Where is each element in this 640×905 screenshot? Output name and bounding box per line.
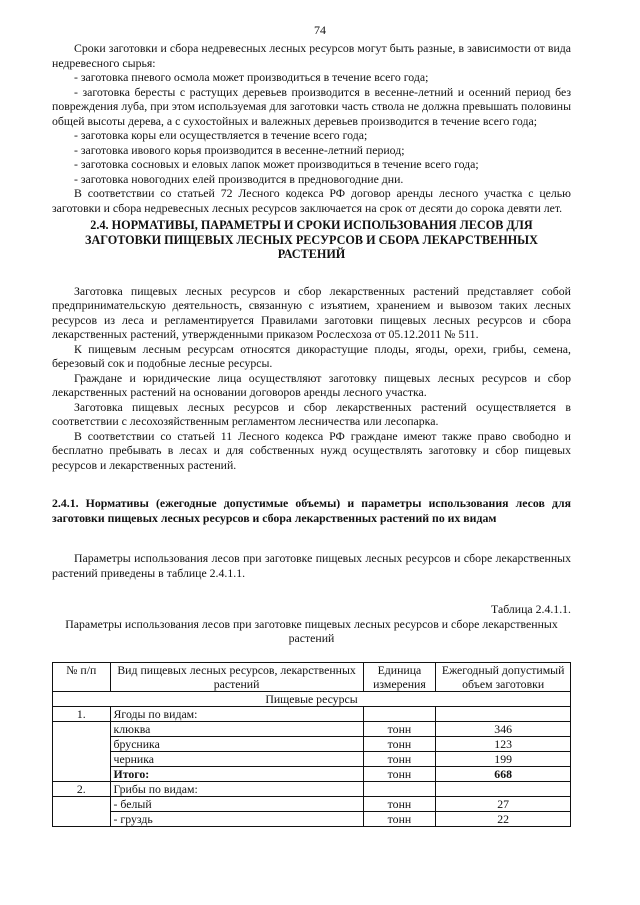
header-unit: Единица измерения bbox=[363, 662, 436, 691]
section-paragraph: Заготовка пищевых лесных ресурсов и сбор лекарственных растений осуществляется в соответствии с лесохозяйственным регламентом лесничества или лесопарка. bbox=[52, 399, 571, 428]
row-value: 123 bbox=[436, 736, 571, 751]
table-row bbox=[53, 706, 571, 721]
section-row-label: Пищевые ресурсы bbox=[53, 691, 571, 706]
header-num: № п/п bbox=[53, 662, 111, 691]
row-group-title: Ягоды по видам: bbox=[110, 706, 363, 721]
table-total-row bbox=[53, 766, 571, 781]
row-unit: тонн bbox=[363, 811, 436, 826]
row-value: 22 bbox=[436, 811, 571, 826]
header-kind: Вид пищевых лесных ресурсов, лекарственных растений bbox=[110, 662, 363, 691]
table-row bbox=[53, 796, 571, 811]
section-paragraph: Заготовка пищевых лесных ресурсов и сбор лекарственных растений представляет собой предпринимательскую деятельность, связанную с изъятием, хранением и вывозом таких лесных ресурсов из леса и регламентируется Правилами заготовки пищевых лесных ресурсов и сбора лекарственных растений, утвержденными приказом Рослесхоза от 05.12.2011 № 511. bbox=[52, 283, 571, 341]
section-paragraph: К пищевым лесным ресурсам относятся дикорастущие плоды, ягоды, орехи, грибы, семена, березовый сок и подобные лесные ресурсы. bbox=[52, 341, 571, 370]
table-row bbox=[53, 811, 571, 826]
resources-table bbox=[52, 662, 571, 827]
intro-list-item: - заготовка бересты с растущих деревьев производится в весенне-летний и осенний период без повреждения луба, при этом используемая для заготовки часть ствола не должна превышать половины общей высоты дерева, а с сухостойных и валежных деревьев производится в течение всего года; bbox=[52, 84, 571, 128]
row-num: 1. bbox=[53, 706, 111, 721]
subsection-heading: 2.4.1. Нормативы (ежегодные допустимые объемы) и параметры использования лесов для заготовки пищевых лесных ресурсов и сбора лекарственных растений по их видам bbox=[52, 496, 571, 525]
row-unit: тонн bbox=[363, 796, 436, 811]
row-name: черника bbox=[110, 751, 363, 766]
intro-list-item: - заготовка коры ели осуществляется в течение всего года; bbox=[74, 128, 368, 142]
table-number: Таблица 2.4.1.1. bbox=[491, 602, 571, 616]
intro-list-item: - заготовка пневого осмола может производиться в течение всего года; bbox=[74, 70, 429, 84]
row-value: 27 bbox=[436, 796, 571, 811]
header-volume: Ежегодный допустимый объем заготовки bbox=[436, 662, 571, 691]
section-paragraph: Граждане и юридические лица осуществляют заготовку пищевых лесных ресурсов и сбор лекарственных растений на основании договоров аренды лесного участка. bbox=[52, 370, 571, 399]
row-value: 346 bbox=[436, 721, 571, 736]
row-name: - груздь bbox=[110, 811, 363, 826]
table-row bbox=[53, 751, 571, 766]
total-name: Итого: bbox=[110, 766, 363, 781]
page-number: 74 bbox=[314, 23, 326, 37]
intro-closing-paragraph: В соответствии со статьей 72 Лесного кодекса РФ договор аренды лесного участка с целью заготовки и сбора недревесных лесных ресурсов заключается на срок от десяти до сорока девяти лет. bbox=[52, 186, 571, 215]
table-header-row bbox=[53, 662, 571, 691]
row-group-title: Грибы по видам: bbox=[110, 781, 363, 796]
total-unit: тонн bbox=[363, 766, 436, 781]
section-paragraph: В соответствии со статьей 11 Лесного кодекса РФ граждане имеют также право свободно и бесплатно пребывать в лесах и для собственных нужд осуществлять заготовку и сбор пищевых ресурсов и лекарственных растений. bbox=[52, 428, 571, 472]
row-name: - белый bbox=[110, 796, 363, 811]
total-value: 668 bbox=[436, 766, 571, 781]
row-num: 2. bbox=[53, 781, 111, 796]
row-unit: тонн bbox=[363, 721, 436, 736]
table-row bbox=[53, 721, 571, 736]
row-unit: тонн bbox=[363, 751, 436, 766]
row-name: клюква bbox=[110, 721, 363, 736]
section-heading: 2.4. НОРМАТИВЫ, ПАРАМЕТРЫ И СРОКИ ИСПОЛЬЗОВАНИЯ ЛЕСОВ ДЛЯ ЗАГОТОВКИ ПИЩЕВЫХ ЛЕСНЫХ РЕСУРСОВ И СБОРА ЛЕКАРСТВЕННЫХ РАСТЕНИЙ bbox=[85, 218, 538, 261]
intro-paragraph: Сроки заготовки и сбора недревесных лесных ресурсов могут быть разные, в зависимости от вида недревесного сырья: bbox=[52, 41, 571, 70]
subsection-paragraph: Параметры использования лесов при заготовке пищевых лесных ресурсов и сборе лекарственных растений приведены в таблице 2.4.1.1. bbox=[52, 551, 571, 580]
intro-list-item: - заготовка новогодних елей производится в предновогодние дни. bbox=[74, 171, 404, 186]
table-row bbox=[53, 736, 571, 751]
intro-list-item: - заготовка сосновых и еловых лапок может производиться в течение всего года; bbox=[74, 157, 479, 171]
table-title: Параметры использования лесов при заготовке пищевых лесных ресурсов и сборе лекарственных растений bbox=[65, 616, 558, 645]
row-unit: тонн bbox=[363, 736, 436, 751]
row-value: 199 bbox=[436, 751, 571, 766]
row-name: брусника bbox=[110, 736, 363, 751]
intro-list-item: - заготовка ивового корья производится в весенне-летний период; bbox=[74, 142, 405, 157]
table-section-row bbox=[53, 691, 571, 706]
page-content bbox=[52, 41, 571, 827]
table-row bbox=[53, 781, 571, 796]
